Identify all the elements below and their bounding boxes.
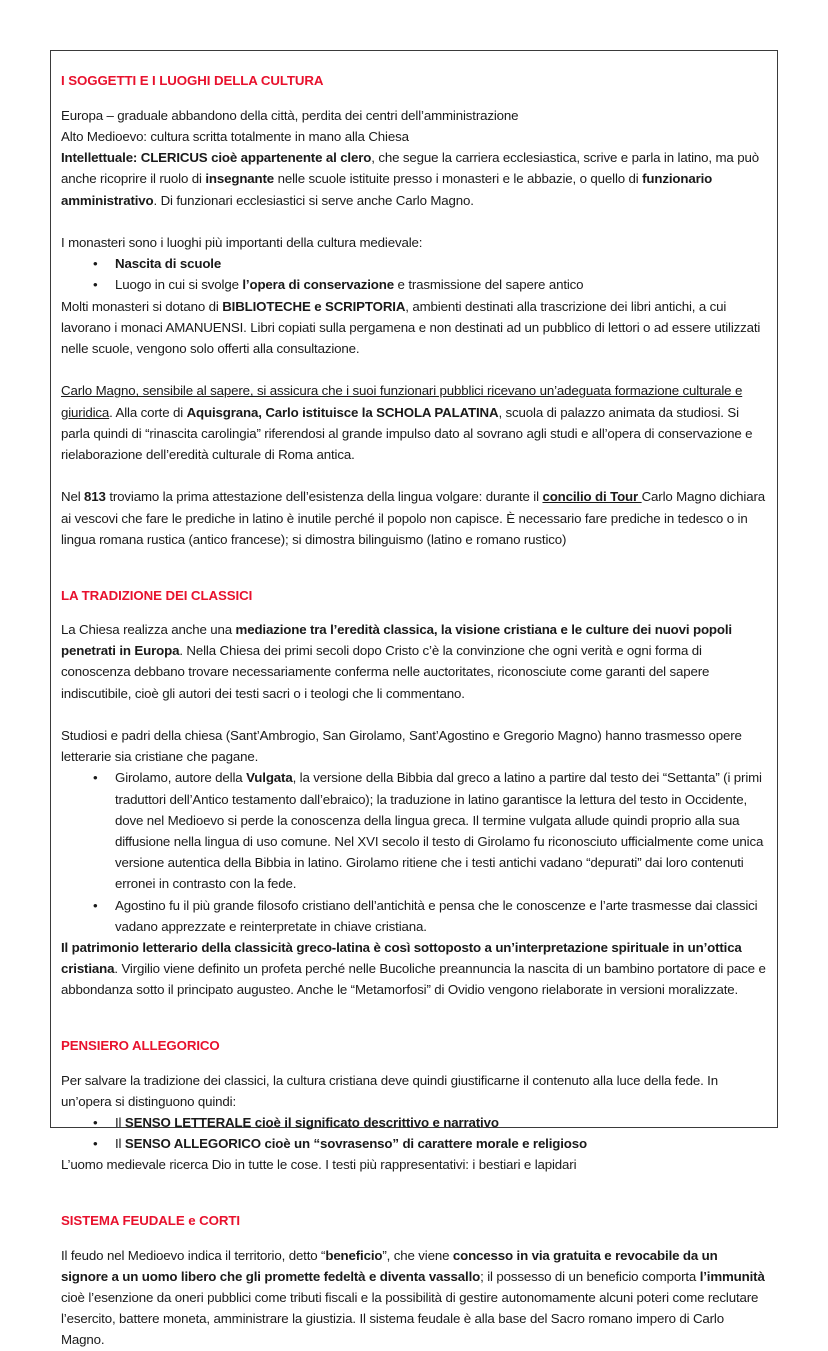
text-rinascita-carolingia: , scuola di palazzo animata da studiosi. Si parla quindi di “rinascita carolingia” riferendosi al grande impulso dato al sovrano agli studi e all’opera di conservazione e rielaborazione dell’eredità culturale di Roma antica. [61, 404, 753, 463]
text-scuole: nelle scuole istituite presso i monasteri e le abbazie, o quello di [274, 171, 643, 187]
paragraph-spacer [61, 465, 767, 486]
bold-immunita: l’immunità [699, 1268, 765, 1284]
list-item [61, 767, 767, 894]
list-item [61, 895, 767, 937]
bold-beneficio: beneficio [325, 1247, 383, 1263]
paragraph-patrimonio-letterario [61, 937, 767, 1001]
text-virgilio: . Virgilio viene definito un profeta perché nelle Bucoliche preannuncia la nascita di un bambino portatore di pace e abbondanza sotto il principato augusteo. Anche le “Metamorfosi” di Ovidio vengono rielaborate in versioni moralizzate. [61, 961, 766, 998]
bold-concesso-vassallo: concesso in via gratuita e revocabile da un signore a un uomo libero che gli promette fedeltà e diventa vassallo [61, 1247, 718, 1284]
bullet-list-sensi [61, 1112, 767, 1154]
bullet-list-monasteri [61, 253, 767, 295]
list-item [61, 274, 767, 295]
bold-mediazione: mediazione tra l’eredità classica, la visione cristiana e le culture dei nuovi popoli penetrati in Europa [61, 622, 732, 659]
text-auctoritates: . Nella Chiesa dei primi secoli dopo Cristo c’è la convinzione che ogni verità e ogni forma di conoscenza debbano trovare necessariamente conferma nelle auctoritates, riconosciute come garanti del sapere indiscutibile, cioè gli autori dei testi sacri o i teologi che li commentano. [61, 643, 710, 701]
underlined-formazione: Carlo Magno, sensibile al sapere, si assicura che i suoi funzionari pubblici ricevano un’adeguata formazione culturale e giuridica [61, 383, 743, 420]
section-tradizione-classici [61, 585, 767, 1001]
section-pensiero-allegorico [61, 1035, 767, 1176]
bold-underlined-concilio-di-tour: concilio di Tour [542, 489, 642, 505]
section-spacer [61, 1001, 767, 1022]
text-il-letterale: Il [115, 1115, 125, 1131]
paragraph-mediazione [61, 619, 767, 704]
text-agostino: Agostino fu il più grande filosofo cristiano dell’antichità e pensa che le conoscenze e l’arte trasmesse dai classici vadano apprezzate e reinterpretate in chiave cristiana. [115, 897, 758, 934]
text-esenzione: cioè l’esenzione da oneri pubblici come tributi fiscali e la possibilità di gestire autonomamente alcuni poteri come reclutare l’esercito, battere moneta, amministrare la giustizia. Il sistema feudale è alla base del Sacro romano impero di Carlo Magno. [61, 1290, 759, 1348]
text-vulgata-desc: , la versione della Bibbia dal greco a latino a partire dal testo dei “Settanta” (i primi traduttori dell’Antico testamento dall’ebraico); la traduzione in latino garantisce la lettura del testo in Occidente, dove nel Medioevo si perde la conoscenza della lingua greca. Il termine vulgata allude quindi proprio alla sua diffusione nella lingua di uso comune. Nel XVI secolo il testo di Girolamo fu riconosciuto ufficialmente come unica versione autentica della Bibbia in latino. Girolamo ritiene che i testi antichi vadano “depurati” dai loro contenuti erronei in contrasto con la fede. [115, 770, 764, 892]
bold-anno-813: 813 [84, 489, 106, 505]
text-feudo: Il feudo nel Medioevo indica il territorio, detto “ [61, 1247, 326, 1263]
bold-patrimonio: Il patrimonio letterario della classicità greco-latina è così sottoposto a un’interpretazione spirituale in un’ottica cristiana [61, 940, 742, 977]
text-alla-corte: . Alla corte di [109, 404, 187, 420]
list-item [61, 1112, 767, 1133]
paragraph-spacer [61, 359, 767, 380]
paragraph-carlo-magno-formazione [61, 380, 767, 465]
text-nel: Nel [61, 489, 85, 505]
text-lingua-volgare: troviamo la prima attestazione dell’esistenza della lingua volgare: durante il [105, 489, 543, 505]
text-amanuensi: , ambienti destinati alla trascrizione dei libri antichi, a cui lavorano i monaci AMANUENSI. Libri copiati sulla pergamena e non destinati ad un pubblico di lettori o ad essere utilizzati nelle scuole, vengono solo offerti alla consultazione. [61, 298, 761, 357]
text-trasmissione: e trasmissione del sapere antico [393, 277, 584, 293]
document-page [50, 50, 778, 1348]
bold-insegnante: insegnante [205, 171, 275, 187]
paragraph-spacer [61, 211, 767, 232]
section-heading-tradizione-classici: LA TRADIZIONE DEI CLASSICI [61, 587, 253, 603]
text-molti-monasteri: Molti monasteri si dotano di [61, 298, 223, 314]
bold-opera-conservazione: l’opera di conservazione [242, 277, 394, 293]
section-soggetti-luoghi [61, 70, 767, 550]
paragraph-feudo [61, 1245, 767, 1351]
bold-biblioteche-scriptoria: BIBLIOTECHE e SCRIPTORIA [222, 298, 406, 314]
paragraph-europa: Europa – graduale abbandono della città, perdita dei centri dell’amministrazione [61, 107, 519, 123]
bold-senso-letterale: SENSO LETTERALE cioè il significato descrittivo e narrativo [124, 1115, 499, 1131]
text-il-allegorico: Il [115, 1136, 125, 1152]
section-spacer [61, 1176, 767, 1197]
text-girolamo: Girolamo, autore della [115, 770, 247, 786]
section-heading-soggetti-luoghi: I SOGGETTI E I LUOGHI DELLA CULTURA [61, 73, 324, 89]
paragraph-alto-medioevo: Alto Medioevo: cultura scritta totalmente in mano alla Chiesa [61, 129, 409, 144]
section-spacer [61, 550, 767, 571]
list-item [61, 253, 767, 274]
bold-vulgata: Vulgata [246, 770, 293, 786]
section-sistema-feudale [61, 1210, 767, 1351]
text-luogo: Luogo in cui si svolge [115, 277, 243, 293]
paragraph-biblioteche [61, 296, 767, 360]
paragraph-studiosi-padri: Studiosi e padri della chiesa (Sant’Ambrogio, San Girolamo, Sant’Agostino e Gregorio Magno) hanno trasmesso opere letterarie sia cristiane che pagane. [61, 728, 742, 765]
bold-clericus: Intellettuale: CLERICUS cioè appartenente al clero [61, 150, 372, 166]
text-prediche: Carlo Magno dichiara ai vescovi che fare le prediche in latino è inutile perché il popolo non capisce. È necessario fare prediche in tedesco o in lingua romana rustica (antico francese); si dimostra bilinguismo (latino e romano rustico) [61, 489, 765, 547]
bold-funzionario: funzionario amministrativo [61, 171, 713, 208]
bold-schola-palatina: Aquisgrana, Carlo istituisce la SCHOLA PALATINA [186, 404, 499, 420]
bold-senso-allegorico: SENSO ALLEGORICO cioè un “sovrasenso” di carattere morale e religioso [124, 1136, 587, 1152]
paragraph-monasteri-intro: I monasteri sono i luoghi più importanti della cultura medievale: [61, 235, 423, 250]
text-la-chiesa: La Chiesa realizza anche una [61, 622, 236, 637]
bold-nascita-scuole: Nascita di scuole [115, 256, 222, 272]
bullet-list-padri [61, 767, 767, 937]
text-carlomagno: . Di funzionari ecclesiastici si serve anche Carlo Magno. [153, 192, 474, 208]
text-che-viene: ”, che viene [382, 1247, 453, 1263]
section-heading-pensiero-allegorico: PENSIERO ALLEGORICO [61, 1038, 220, 1054]
list-item [61, 1133, 767, 1154]
paragraph-concilio-tour [61, 486, 767, 550]
paragraph-uomo-medievale: L’uomo medievale ricerca Dio in tutte le cose. I testi più rappresentativi: i bestiari e lapidari [61, 1157, 577, 1173]
text-carriera: , che segue la carriera ecclesiastica, scrive e parla in latino, ma può anche ricoprire il ruolo di [61, 150, 759, 187]
section-heading-sistema-feudale: SISTEMA FEUDALE e CORTI [61, 1213, 240, 1229]
paragraph-spacer [61, 704, 767, 725]
paragraph-salvare-tradizione: Per salvare la tradizione dei classici, la cultura cristiana deve quindi giustificarne il contenuto alla luce della fede. In un’opera si distinguono quindi: [61, 1072, 718, 1109]
text-possesso: ; il possesso di un beneficio comporta [480, 1268, 700, 1284]
paragraph-intellettuale [61, 147, 767, 211]
